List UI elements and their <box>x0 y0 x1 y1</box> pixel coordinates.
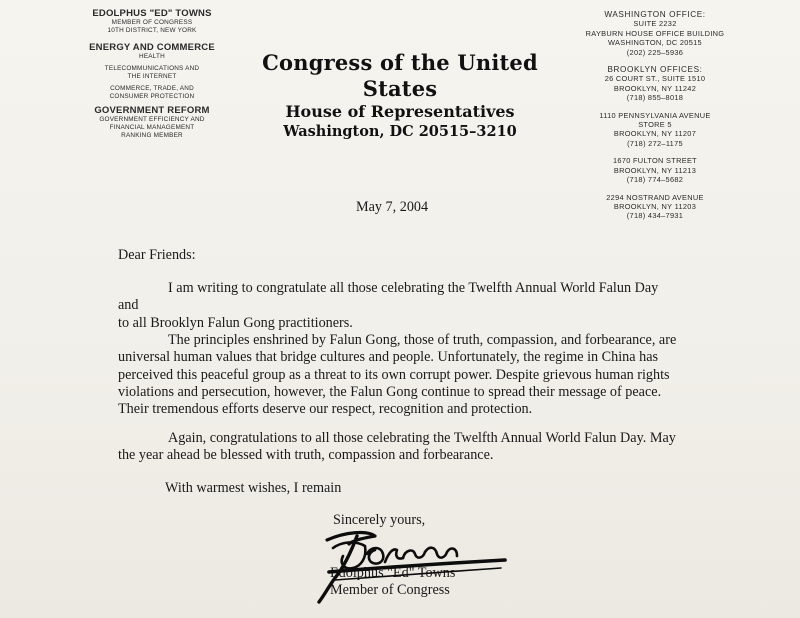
paragraph-2-line-1: The principles enshrined by Falun Gong, those of truth, compassion, and forbearance, are <box>168 332 677 348</box>
subcommittee-commerce-1: COMMERCE, TRADE, AND <box>110 85 194 92</box>
handwritten-signature-icon <box>305 518 515 608</box>
brooklyn-office-4-city: BROOKLYN, NY 11203 <box>613 201 697 211</box>
brooklyn-office-2-city: BROOKLYN, NY 11207 <box>613 129 697 139</box>
subcommittee-efficiency-2: FINANCIAL MANAGEMENT <box>109 124 195 131</box>
brooklyn-office-1-city: BROOKLYN, NY 11242 <box>613 83 697 93</box>
subcommittee-commerce-2: CONSUMER PROTECTION <box>109 93 195 100</box>
committee-energy-commerce: ENERGY AND COMMERCE <box>89 42 215 53</box>
paragraph-2-line-4: violations and persecution, however, the Falun Gong continue to spread their message of peace. <box>118 383 662 400</box>
ranking-member: RANKING MEMBER <box>121 132 183 139</box>
subcommittee-health: HEALTH <box>139 53 165 60</box>
member-title: MEMBER OF CONGRESS <box>111 19 193 26</box>
member-district: 10TH DISTRICT, NEW YORK <box>107 27 197 34</box>
washington-suite: SUITE 2232 <box>633 19 677 29</box>
paragraph-3 <box>118 430 678 465</box>
brooklyn-office-3-street: 1670 FULTON STREET <box>613 156 697 166</box>
paragraph-2-line-3: perceived this peaceful group as a threat to its own corrupt power. Despite grievous human rights <box>118 366 670 383</box>
washington-building: RAYBURN HOUSE OFFICE BUILDING <box>585 28 725 38</box>
brooklyn-office-4-phone: (718) 434–7931 <box>626 211 684 221</box>
signer-name: Edolphus "Ed" Towns <box>330 565 456 581</box>
paragraph-1-line-1: I am writing to congratulate all those celebrating the Twelfth Annual World Falun Day and <box>118 280 659 314</box>
sincerely: Sincerely yours, <box>333 512 426 528</box>
letterhead <box>230 50 570 142</box>
paragraph-1 <box>118 280 678 332</box>
letterhead-address: Washington, DC 20515–3210 <box>283 123 517 140</box>
brooklyn-office-3-phone: (718) 774–5682 <box>626 175 684 185</box>
brooklyn-office-2-store: STORE 5 <box>638 120 672 130</box>
brooklyn-office-3-city: BROOKLYN, NY 11213 <box>613 165 697 175</box>
salutation: Dear Friends: <box>118 247 196 263</box>
committee-column <box>62 8 242 140</box>
closing-line: With warmest wishes, I remain <box>165 480 342 496</box>
paragraph-1-line-2: to all Brooklyn Falun Gong practitioners. <box>118 314 353 331</box>
washington-city: WASHINGTON, DC 20515 <box>608 38 702 48</box>
paragraph-2-line-2: universal human values that bridge cultures and people. Unfortunately, the regime in China has <box>118 349 659 366</box>
paragraph-3-line-1: Again, congratulations to all those celebrating the Twelfth Annual World Falun Day. May <box>168 430 676 446</box>
letterhead-house: House of Representatives <box>285 102 515 121</box>
office-column <box>570 10 740 221</box>
brooklyn-office-2-street: 1110 PENNSYLVANIA AVENUE <box>599 110 711 120</box>
signer-title: Member of Congress <box>330 582 450 598</box>
member-name: EDOLPHUS "ED" TOWNS <box>92 8 212 19</box>
letter-date: May 7, 2004 <box>356 199 429 215</box>
paragraph-2 <box>118 332 678 418</box>
brooklyn-office-4-street: 2294 NOSTRAND AVENUE <box>606 192 704 202</box>
brooklyn-office-2-phone: (718) 272–1175 <box>627 138 683 148</box>
subcommittee-telecom-1: TELECOMMUNICATIONS AND <box>104 65 200 72</box>
brooklyn-office-1-phone: (718) 855–8018 <box>626 93 684 103</box>
brooklyn-office-1-street: 26 COURT ST., SUITE 1510 <box>604 74 706 84</box>
brooklyn-offices-heading: BROOKLYN OFFICES: <box>607 65 703 75</box>
committee-government-reform: GOVERNMENT REFORM <box>94 105 210 116</box>
subcommittee-efficiency-1: GOVERNMENT EFFICIENCY AND <box>99 116 205 123</box>
subcommittee-telecom-2: THE INTERNET <box>127 73 177 80</box>
washington-office-heading: WASHINGTON OFFICE: <box>604 10 706 19</box>
washington-phone: (202) 225–5936 <box>626 47 684 57</box>
letterhead-congress: Congress of the United States <box>262 50 538 101</box>
paragraph-3-line-2: the year ahead be blessed with truth, compassion and forbearance. <box>118 447 494 464</box>
paragraph-2-line-5: Their tremendous efforts deserve our respect, recognition and protection. <box>118 401 533 418</box>
